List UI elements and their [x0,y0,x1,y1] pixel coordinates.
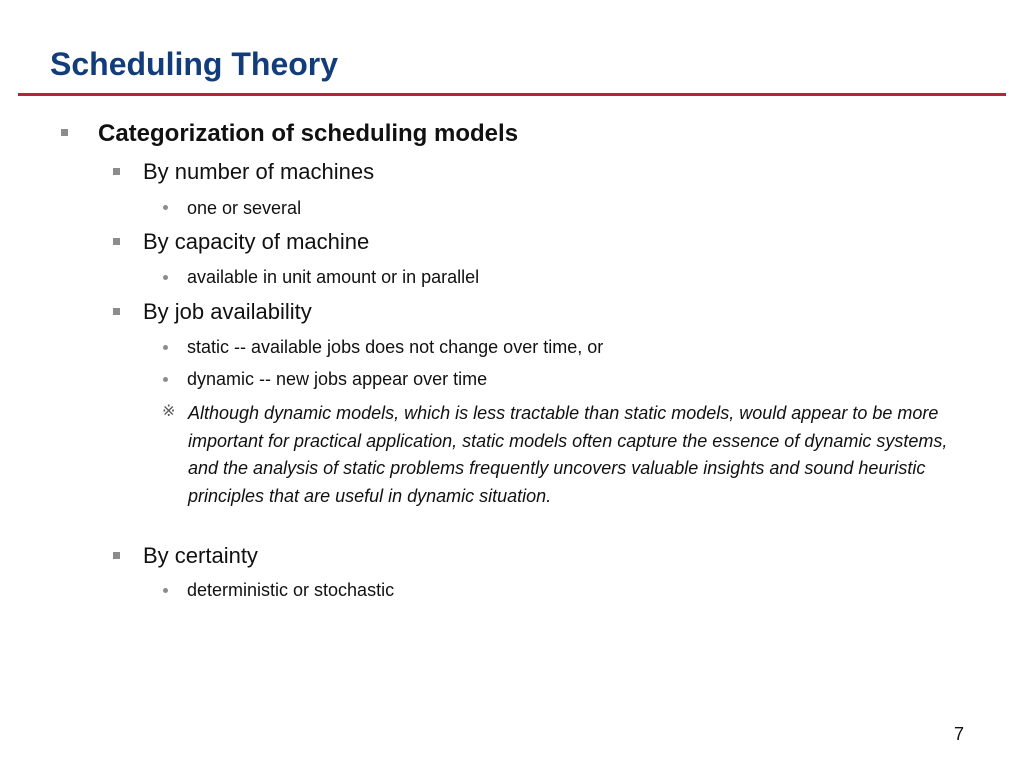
slide-title: Scheduling Theory [50,46,339,82]
square-bullet-icon [61,129,68,136]
square-bullet-icon [113,168,120,175]
dot-bullet-icon [163,205,168,210]
reference-mark-icon: ※ [162,403,176,420]
square-bullet-icon [113,238,120,245]
main-heading: Categorization of scheduling models [98,120,519,147]
dot-bullet-icon [163,588,168,593]
category-item: deterministic or stochastic [187,580,395,600]
category-label: By number of machines [143,159,375,184]
category-item: one or several [187,198,302,218]
category-item: static -- available jobs does not change over time, or [187,337,604,357]
dot-bullet-icon [163,377,168,382]
category-item: dynamic -- new jobs appear over time [187,369,488,389]
category-label: By capacity of machine [143,229,370,254]
page-number: 7 [954,724,965,744]
note-paragraph: Although dynamic models, which is less tractable than static models, would appear to be more important for practical application, static models often capture the essence of dynamic systems, and the analysis of static problems frequently uncovers valuable insights and sound heuristic principles that are useful in dynamic situation. [188,403,948,506]
square-bullet-icon [113,308,120,315]
square-bullet-icon [113,552,120,559]
dot-bullet-icon [163,345,168,350]
dot-bullet-icon [163,275,168,280]
category-item: available in unit amount or in parallel [187,267,480,287]
category-label: By certainty [143,543,258,568]
category-label: By job availability [143,299,312,324]
title-divider [18,93,1006,96]
